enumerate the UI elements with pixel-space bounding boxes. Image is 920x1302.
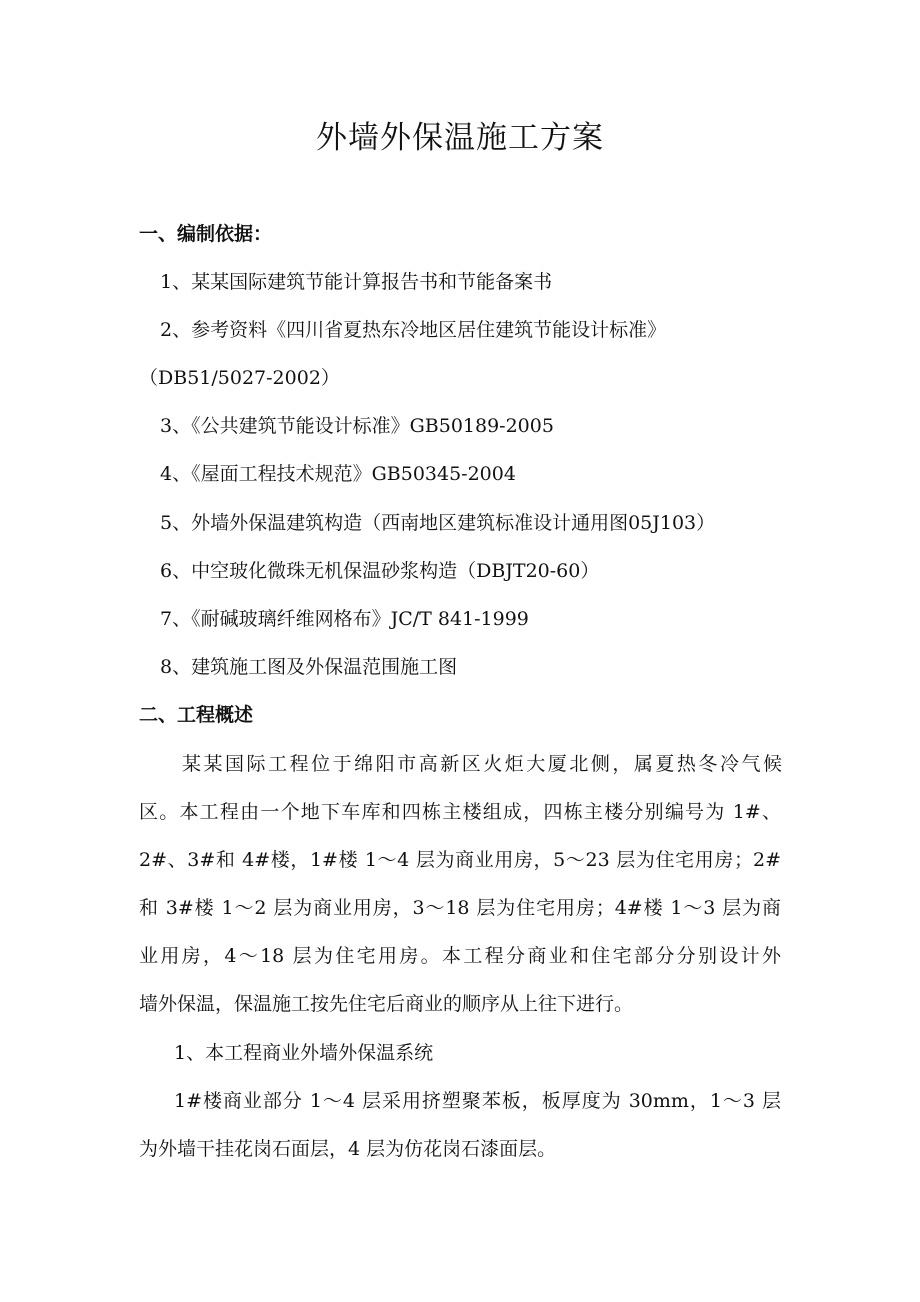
basis-item-3: 3、《公共建筑节能设计标准》GB50189-2005 xyxy=(160,415,554,437)
overview-line-2: 区。本工程由一个地下车库和四栋主楼组成，四栋主楼分别编号为 1#、 xyxy=(139,801,781,823)
basis-item-7: 7、《耐碱玻璃纤维网格布》JC/T 841-1999 xyxy=(160,608,529,630)
commercial-line-2: 为外墙干挂花岗石面层，4 层为仿花岗石漆面层。 xyxy=(139,1138,557,1160)
commercial-system-heading: 1、本工程商业外墙外保温系统 xyxy=(174,1042,434,1064)
basis-item-2: 2、参考资料《四川省夏热东冷地区居住建筑节能设计标准》 xyxy=(160,319,667,341)
section-heading-overview: 二、工程概述 xyxy=(139,704,254,726)
basis-item-8: 8、建筑施工图及外保温范围施工图 xyxy=(160,656,458,678)
overview-line-4: 和 3#楼 1～2 层为商业用房，3～18 层为住宅用房；4#楼 1～3 层为商 xyxy=(139,897,781,919)
overview-line-6: 墙外保温，保温施工按先住宅后商业的顺序从上往下进行。 xyxy=(139,993,634,1015)
basis-item-4: 4、《屋面工程技术规范》GB50345-2004 xyxy=(160,463,516,485)
page-title: 外墙外保温施工方案 xyxy=(316,120,604,156)
basis-item-5: 5、外墙外保温建筑构造（西南地区建筑标准设计通用图05J103） xyxy=(160,512,716,534)
section-heading-basis: 一、编制依据： xyxy=(139,223,273,245)
basis-item-1: 1、某某国际建筑节能计算报告书和节能备案书 xyxy=(160,271,553,293)
overview-line-5: 业用房，4～18 层为住宅用房。本工程分商业和住宅部分分别设计外 xyxy=(139,945,781,967)
overview-line-3: 2#、3#和 4#楼，1#楼 1～4 层为商业用房，5～23 层为住宅用房；2# xyxy=(139,849,781,871)
overview-line-1: 某某国际工程位于绵阳市高新区火炬大厦北侧，属夏热冬冷气候 xyxy=(182,753,782,775)
basis-item-2-code: （DB51/5027-2002） xyxy=(139,367,340,389)
commercial-line-1: 1#楼商业部分 1～4 层采用挤塑聚苯板，板厚度为 30mm，1～3 层 xyxy=(174,1090,781,1112)
basis-item-6: 6、中空玻化微珠无机保温砂浆构造（DBJT20-60） xyxy=(160,560,600,582)
